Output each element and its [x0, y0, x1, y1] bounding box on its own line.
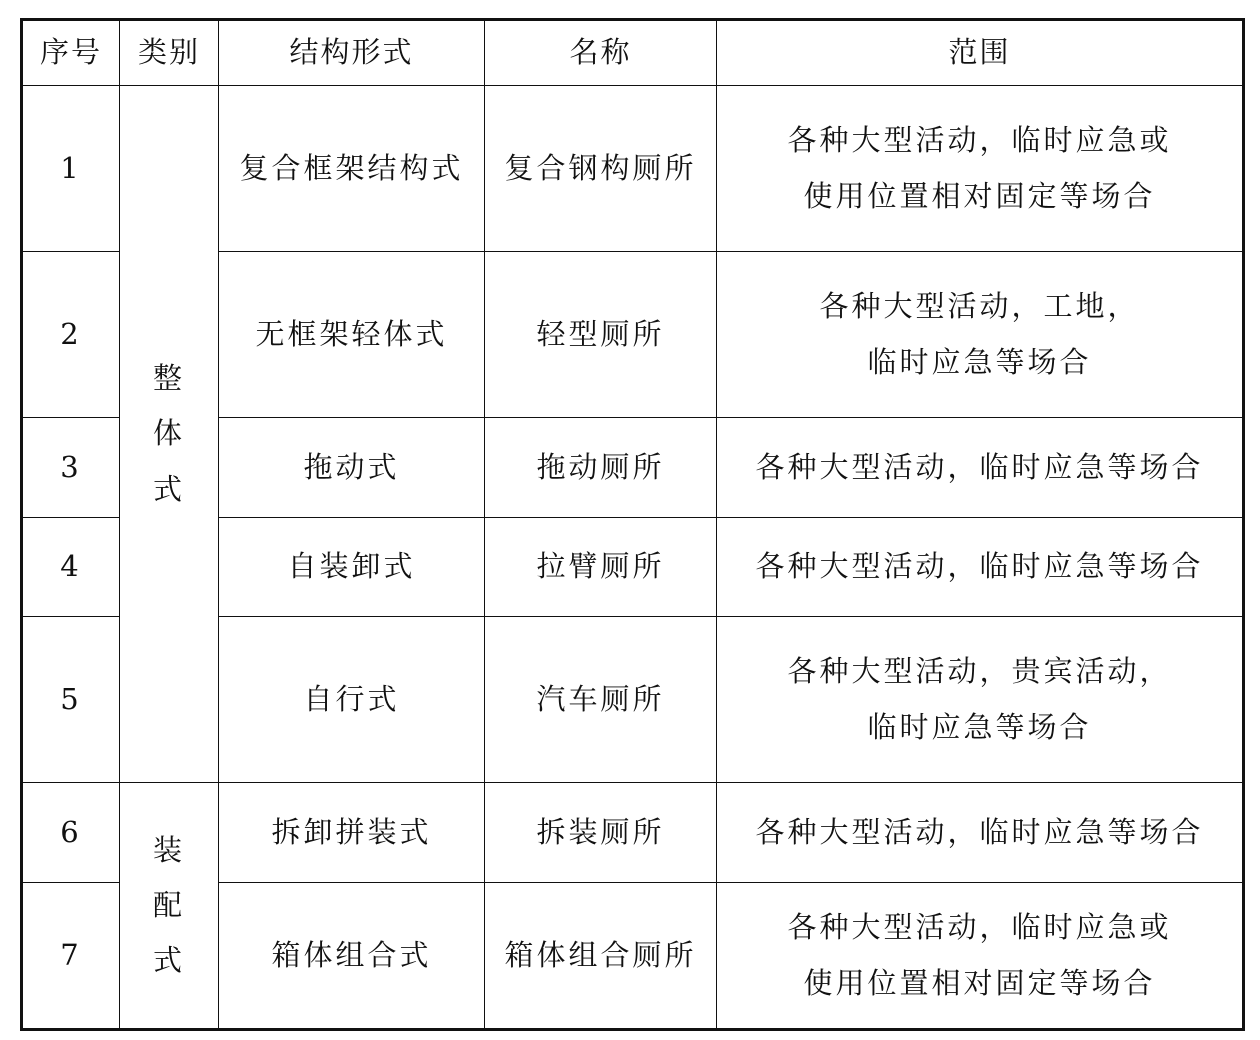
structure-cell: 拖动式: [219, 418, 485, 518]
row-number: 7: [22, 883, 120, 1030]
table-row: [22, 783, 1244, 883]
row-number: 2: [22, 252, 120, 418]
range-line: 各种大型活动，临时应急或: [787, 910, 1172, 945]
range-line: 各种大型活动，临时应急或: [787, 123, 1172, 158]
range-line: 临时应急等场合: [867, 344, 1092, 379]
toilet-types-table: [20, 18, 1245, 1031]
category-char: 整: [152, 361, 185, 396]
range-cell: [717, 617, 1244, 783]
range-line: 各种大型活动，临时应急等场合: [755, 814, 1204, 849]
category-char: 式: [152, 471, 185, 506]
structure-cell: 拆卸拼装式: [219, 783, 485, 883]
category-integral: [120, 86, 219, 783]
header-category: 类别: [120, 20, 219, 86]
table-row: [22, 86, 1244, 252]
header-no: 序号: [22, 20, 120, 86]
name-cell: 复合钢构厕所: [485, 86, 717, 252]
category-char: 装: [152, 832, 185, 867]
header-row: [22, 20, 1244, 86]
name-cell: 拉臂厕所: [485, 518, 717, 617]
row-number: 3: [22, 418, 120, 518]
name-cell: 轻型厕所: [485, 252, 717, 418]
structure-cell: 自装卸式: [219, 518, 485, 617]
range-line: 各种大型活动，工地，: [819, 289, 1140, 324]
row-number: 6: [22, 783, 120, 883]
name-cell: 箱体组合厕所: [485, 883, 717, 1030]
range-cell: [717, 783, 1244, 883]
category-char: 式: [152, 943, 185, 978]
name-cell: 汽车厕所: [485, 617, 717, 783]
structure-cell: 自行式: [219, 617, 485, 783]
name-cell: 拆装厕所: [485, 783, 717, 883]
range-line: 各种大型活动，临时应急等场合: [755, 449, 1204, 484]
range-line: 临时应急等场合: [867, 709, 1092, 744]
range-cell: [717, 883, 1244, 1030]
range-cell: [717, 86, 1244, 252]
header-structure: 结构形式: [219, 20, 485, 86]
structure-cell: 箱体组合式: [219, 883, 485, 1030]
range-line: 使用位置相对固定等场合: [803, 965, 1156, 1000]
name-cell: 拖动厕所: [485, 418, 717, 518]
range-line: 各种大型活动，临时应急等场合: [755, 549, 1204, 584]
category-char: 配: [152, 887, 185, 922]
header-name: 名称: [485, 20, 717, 86]
structure-cell: 无框架轻体式: [219, 252, 485, 418]
range-cell: [717, 252, 1244, 418]
row-number: 1: [22, 86, 120, 252]
range-line: 各种大型活动，贵宾活动，: [787, 654, 1172, 689]
range-cell: [717, 418, 1244, 518]
header-range: 范围: [717, 20, 1244, 86]
category-assembled: [120, 783, 219, 1030]
structure-cell: 复合框架结构式: [219, 86, 485, 252]
range-line: 使用位置相对固定等场合: [803, 178, 1156, 213]
row-number: 5: [22, 617, 120, 783]
category-char: 体: [152, 416, 185, 451]
row-number: 4: [22, 518, 120, 617]
range-cell: [717, 518, 1244, 617]
